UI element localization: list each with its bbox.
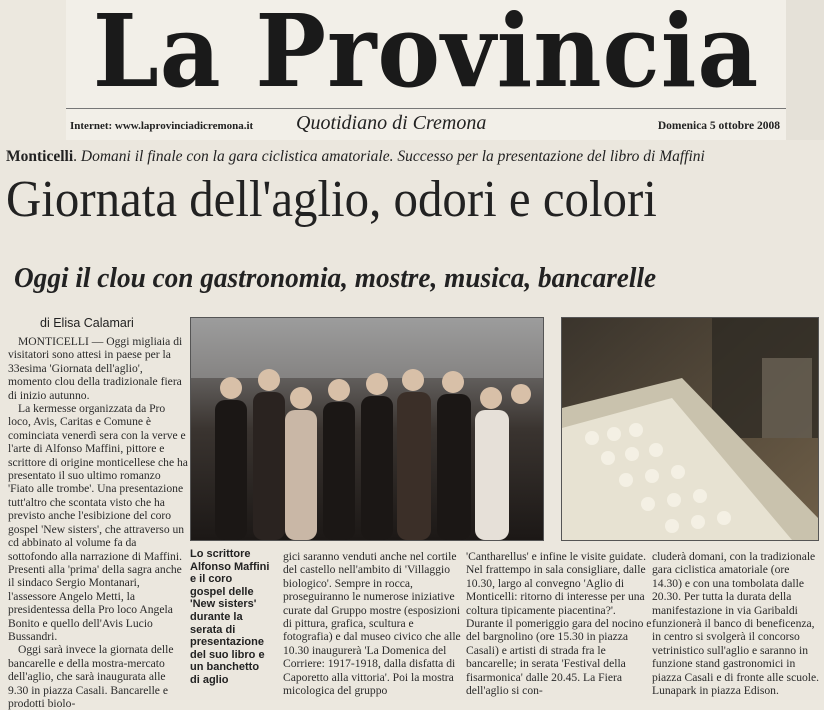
- garlic-stall-illustration: [562, 318, 818, 540]
- masthead-divider: [66, 108, 786, 109]
- masthead-date: Domenica 5 ottobre 2008: [657, 120, 780, 132]
- photo-garlic-stand: [561, 317, 819, 541]
- paragraph: MONTICELLI — Oggi migliaia di visitatori sono attesi in paese per la 33esima 'Giornata dell'aglio', momento clou della tradizionale fiera di inizio autunno.: [8, 335, 183, 402]
- text-column-2: [283, 550, 461, 697]
- paragraph: Oggi sarà invece la giornata delle bancarelle e della mostra-mercato dell'aglio, che sarà inaugurata alle 9.30 in piazza Casali. Bancarelle e prodotti biolo-: [8, 643, 174, 710]
- article-subhead: Oggi il clou con gastronomia, mostre, musica, bancarelle: [14, 262, 657, 294]
- article-byline: di Elisa Calamari: [40, 316, 134, 330]
- article-headline: Giornata dell'aglio, odori e colori: [6, 171, 657, 228]
- masthead: [66, 0, 787, 140]
- text-column-4: [652, 550, 822, 697]
- article: [0, 140, 824, 710]
- article-kicker: Monticelli. Domani il finale con la gara ciclistica amatoriale. Successo per la presentazione del libro di Maffini: [6, 148, 705, 165]
- paragraph: cluderà domani, con la tradizionale gara ciclistica amatoriale (ore 14.30) e con una tombolata dalle 20.30. Per tutta la durata della manifestazione in via Garibaldi funzionerà il banco di beneficenza, in centro si svolgerà il concorso vetrinistico sull'aglio e saranno in funzione stand gastronomici in piazza Casali e di fronte alle scuole. Lunapark in piazza Edison.: [652, 550, 820, 698]
- photo-caption: Lo scrittore Alfonso Maffini e il coro gospel delle 'New sisters' durante la serata di presentazione del suo libro e un banchetto di aglio: [190, 548, 270, 686]
- paragraph: 'Cantharellus' e infine le visite guidate. Nel frattempo in sala consigliare, dalle 10.30, largo al convegno 'Aglio di Monticelli: ritorno di interesse per una coltura tipicamente piacentina?'. Durante il pomeriggio gara del nocino e del bargnolino (ore 15.30 in piazza Casali) e artisti di strada fra le bancarelle; in serata 'Festival della fisarmonica' dalle 20.45. La Fiera dell'aglio si con-: [466, 550, 652, 698]
- kicker-text: Domani il finale con la gara ciclistica amatoriale. Successo per la presentazione del libro di Maffini: [80, 148, 705, 165]
- text-column-3: [466, 550, 652, 697]
- group-photo-illustration: [191, 318, 543, 540]
- text-column-1: [8, 335, 188, 710]
- paragraph: La kermesse organizzata da Pro loco, Avis, Caritas e Comune è cominciata venerdì sera con la verve e l'arte di Alfonso Maffini, pittore e scrittore di origine monticellese che ha presentato il suo ultimo romanzo 'Fiato alle trombe'. Una presentazione tutt'altro che scontata visto che ha previsto anche l'esibizione del coro gospel 'New sisters', che attraverso un cd abbinato al volume fa da sottofondo alla narrazione di Maffini. Presenti alla 'prima' della sagra anche il sindaco Sergio Montanari, l'assessore Angelo Metti, la presidentessa della Pro loco Angela Bonito e quello dell'Avis Lucio Bussandri.: [8, 402, 188, 643]
- newspaper-title: La Provincia: [92, 0, 760, 110]
- kicker-place: Monticelli: [6, 148, 74, 165]
- masthead-url: Internet: www.laprovinciadicremona.it: [70, 120, 254, 132]
- paper-edge: [786, 0, 824, 140]
- masthead-subtitle: Quotidiano di Cremona: [296, 112, 487, 134]
- photo-group-portrait: [190, 317, 544, 541]
- paragraph: gici saranno venduti anche nel cortile del castello nell'ambito di 'Villaggio biologico'. Sempre in rocca, proseguiranno le numerose iniziative curate dal Gruppo mostre (esposizioni di pittura, grafica, scultura e fotografia) e dal museo civico che alle 10.30 inaugurerà 'La Domenica del Corriere: 1917-1918, dalla disfatta di Caporetto alla vittoria'. Poi la mostra micologica del gruppo: [283, 550, 461, 698]
